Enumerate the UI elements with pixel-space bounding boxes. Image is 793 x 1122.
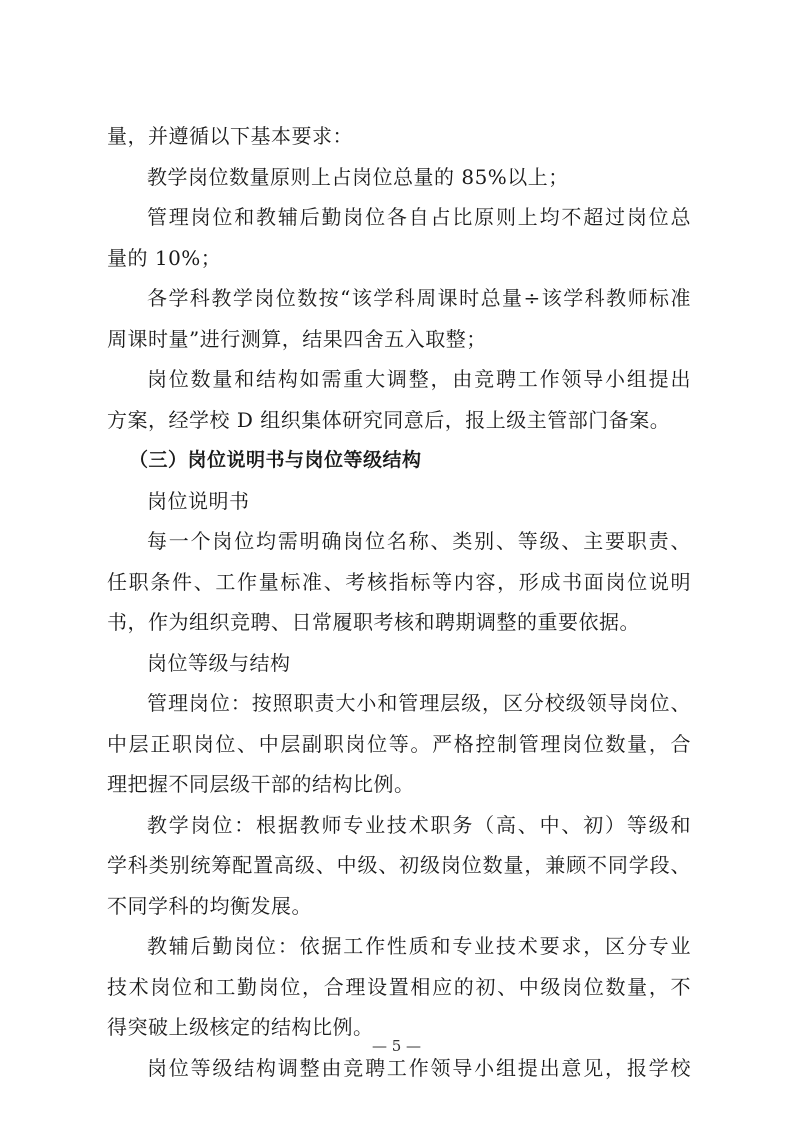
- text-line: 周课时量”进行测算，结果四舍五入取整；: [107, 326, 487, 351]
- text-line: 教辅后勤岗位：依据工作性质和专业技术要求，区分专业: [147, 934, 691, 958]
- subheading: 岗位说明书: [147, 488, 250, 513]
- text-line: 中层正职岗位、中层副职岗位等。严格控制管理岗位数量，合: [107, 731, 691, 756]
- text-line: 岗位数量和结构如需重大调整，由竞聘工作领导小组提出: [147, 367, 691, 391]
- text-line: 教学岗位数量原则上占岗位总量的 85%以上；: [147, 164, 569, 189]
- text-line: 管理岗位和教辅后勤岗位各自占比原则上均不超过岗位总: [147, 205, 691, 229]
- text-line: 得突破上级核定的结构比例。: [107, 1015, 374, 1039]
- text-line: 教学岗位：根据教师专业技术职务（高、中、初）等级和: [147, 812, 691, 837]
- section-heading: （三）岗位说明书与岗位等级结构: [129, 449, 422, 471]
- body-text: [107, 116, 691, 1088]
- text-line: 技术岗位和工勤岗位，合理设置相应的初、中级岗位数量，不: [107, 974, 691, 999]
- text-line: 任职条件、工作量标准、考核指标等内容，形成书面岗位说明: [107, 569, 691, 594]
- text-line: 岗位等级结构调整由竞聘工作领导小组提出意见，报学校: [147, 1055, 691, 1080]
- text-line: 各学科教学岗位数按“该学科周课时总量÷该学科教师标准: [147, 286, 691, 310]
- text-line: 方案，经学校 D 组织集体研究同意后，报上级主管部门备案。: [107, 407, 671, 432]
- text-line: 量，并遵循以下基本要求：: [107, 124, 353, 148]
- page-number: — 5 —: [371, 1037, 422, 1055]
- text-line: 每一个岗位均需明确岗位名称、类别、等级、主要职责、: [147, 529, 691, 553]
- text-line: 理把握不同层级干部的结构比例。: [107, 772, 415, 796]
- text-line: 书，作为组织竞聘、日常履职考核和聘期调整的重要依据。: [107, 610, 640, 634]
- subheading: 岗位等级与结构: [147, 650, 291, 675]
- text-line: 学科类别统筹配置高级、中级、初级岗位数量，兼顾不同学段、: [107, 853, 691, 877]
- text-line: 管理岗位：按照职责大小和管理层级，区分校级领导岗位、: [147, 691, 691, 715]
- text-line: 量的 10%；: [107, 245, 222, 270]
- text-line: 不同学科的均衡发展。: [107, 893, 312, 918]
